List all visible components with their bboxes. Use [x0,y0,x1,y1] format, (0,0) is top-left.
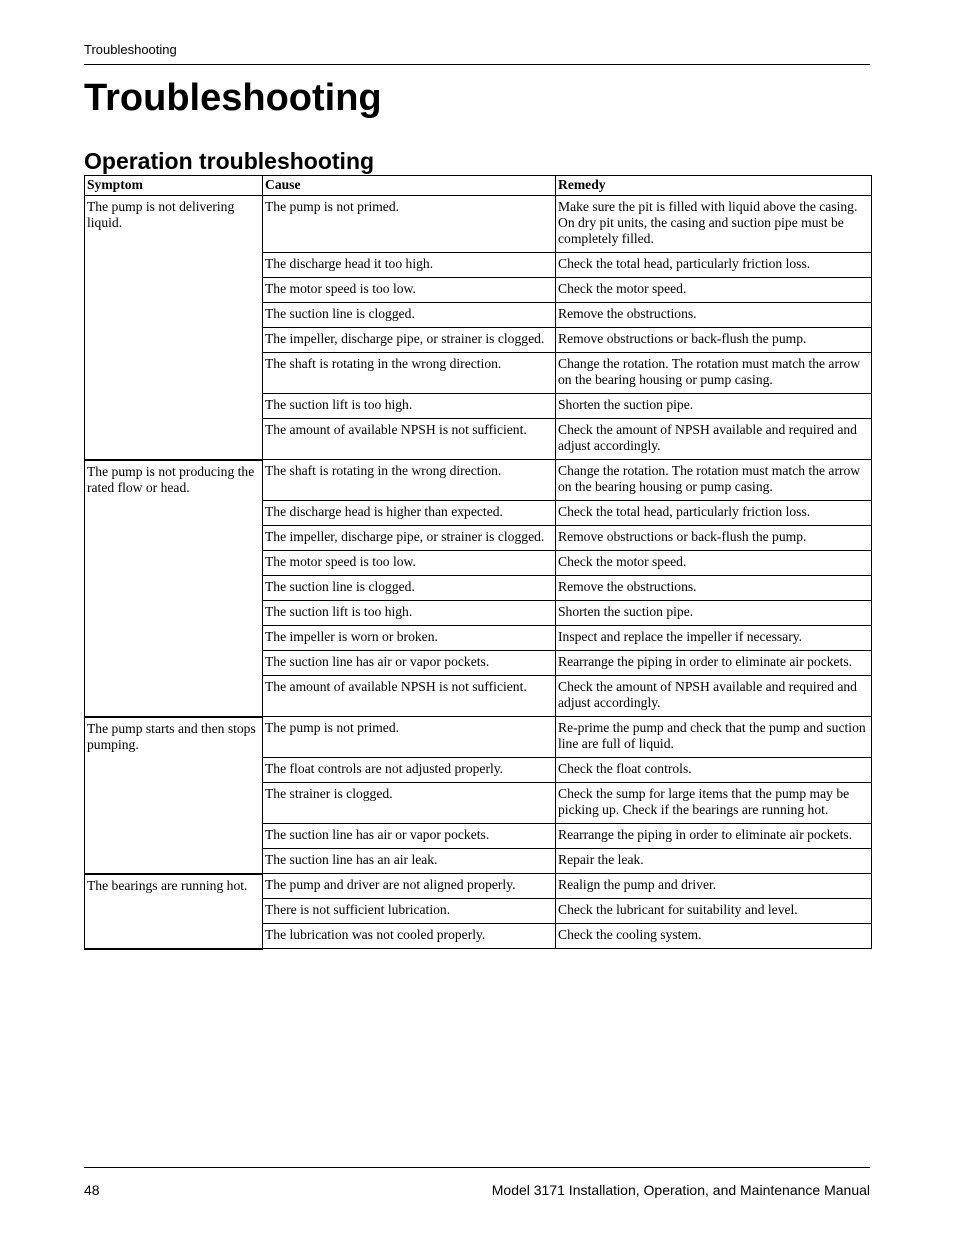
page-title: Troubleshooting [84,77,382,119]
troubleshooting-table [84,175,872,950]
cause-cell: The suction line is clogged. [263,576,556,601]
running-header: Troubleshooting [84,42,177,57]
cause-cell: The amount of available NPSH is not sufficient. [263,419,556,460]
cause-column-header: Cause [263,176,556,196]
table-body [85,196,872,949]
cause-cell: The pump is not primed. [263,196,556,253]
remedy-cell: Make sure the pit is filled with liquid above the casing. On dry pit units, the casing and suction pipe must be completely filled. [556,196,872,253]
symptom-cell: The bearings are running hot. [85,874,263,949]
remedy-cell: Shorten the suction pipe. [556,601,872,626]
cause-cell: The strainer is clogged. [263,783,556,824]
symptom-column-header: Symptom [85,176,263,196]
remedy-cell: Realign the pump and driver. [556,874,872,899]
remedy-cell: Check the lubricant for suitability and level. [556,899,872,924]
remedy-cell: Rearrange the piping in order to eliminate air pockets. [556,651,872,676]
cause-cell: The discharge head it too high. [263,253,556,278]
remedy-cell: Remove the obstructions. [556,303,872,328]
page-number: 48 [84,1182,100,1198]
remedy-cell: Inspect and replace the impeller if necessary. [556,626,872,651]
cause-cell: The pump and driver are not aligned properly. [263,874,556,899]
cause-cell: The suction line has an air leak. [263,849,556,874]
cause-cell: The motor speed is too low. [263,551,556,576]
cause-cell: The impeller, discharge pipe, or strainer is clogged. [263,328,556,353]
cause-cell: The amount of available NPSH is not sufficient. [263,676,556,717]
section-title: Operation troubleshooting [84,148,375,174]
remedy-cell: Check the cooling system. [556,924,872,949]
cause-cell: The lubrication was not cooled properly. [263,924,556,949]
cause-cell: The suction lift is too high. [263,394,556,419]
table-row [85,717,872,758]
remedy-cell: Change the rotation. The rotation must match the arrow on the bearing housing or pump casing. [556,353,872,394]
remedy-cell: Check the amount of NPSH available and required and adjust accordingly. [556,419,872,460]
remedy-cell: Check the sump for large items that the pump may be picking up. Check if the bearings are running hot. [556,783,872,824]
cause-cell: The motor speed is too low. [263,278,556,303]
cause-cell: The shaft is rotating in the wrong direction. [263,460,556,501]
cause-cell: The impeller is worn or broken. [263,626,556,651]
manual-title: Model 3171 Installation, Operation, and Maintenance Manual [491,1182,870,1198]
remedy-cell: Repair the leak. [556,849,872,874]
remedy-cell: Check the motor speed. [556,278,872,303]
cause-cell: The suction line has air or vapor pockets. [263,651,556,676]
remedy-cell: Rearrange the piping in order to eliminate air pockets. [556,824,872,849]
cause-cell: The pump is not primed. [263,717,556,758]
remedy-cell: Shorten the suction pipe. [556,394,872,419]
cause-cell: The shaft is rotating in the wrong direction. [263,353,556,394]
symptom-cell: The pump starts and then stops pumping. [85,717,263,874]
footer-rule [84,1167,870,1168]
remedy-cell: Check the float controls. [556,758,872,783]
symptom-cell: The pump is not delivering liquid. [85,196,263,460]
remedy-cell: Remove the obstructions. [556,576,872,601]
header-rule [84,64,870,65]
remedy-cell: Change the rotation. The rotation must match the arrow on the bearing housing or pump casing. [556,460,872,501]
remedy-cell: Re-prime the pump and check that the pump and suction line are full of liquid. [556,717,872,758]
table-row [85,874,872,899]
table-header-row [85,176,872,196]
cause-cell: The impeller, discharge pipe, or strainer is clogged. [263,526,556,551]
cause-cell: The suction line is clogged. [263,303,556,328]
table-row [85,196,872,253]
table-row [85,460,872,501]
remedy-cell: Check the total head, particularly friction loss. [556,253,872,278]
remedy-cell: Remove obstructions or back-flush the pump. [556,328,872,353]
cause-cell: The suction line has air or vapor pockets. [263,824,556,849]
remedy-cell: Check the motor speed. [556,551,872,576]
cause-cell: There is not sufficient lubrication. [263,899,556,924]
remedy-cell: Remove obstructions or back-flush the pump. [556,526,872,551]
cause-cell: The suction lift is too high. [263,601,556,626]
remedy-cell: Check the total head, particularly friction loss. [556,501,872,526]
symptom-cell: The pump is not producing the rated flow or head. [85,460,263,717]
cause-cell: The discharge head is higher than expected. [263,501,556,526]
remedy-column-header: Remedy [556,176,872,196]
cause-cell: The float controls are not adjusted properly. [263,758,556,783]
remedy-cell: Check the amount of NPSH available and required and adjust accordingly. [556,676,872,717]
